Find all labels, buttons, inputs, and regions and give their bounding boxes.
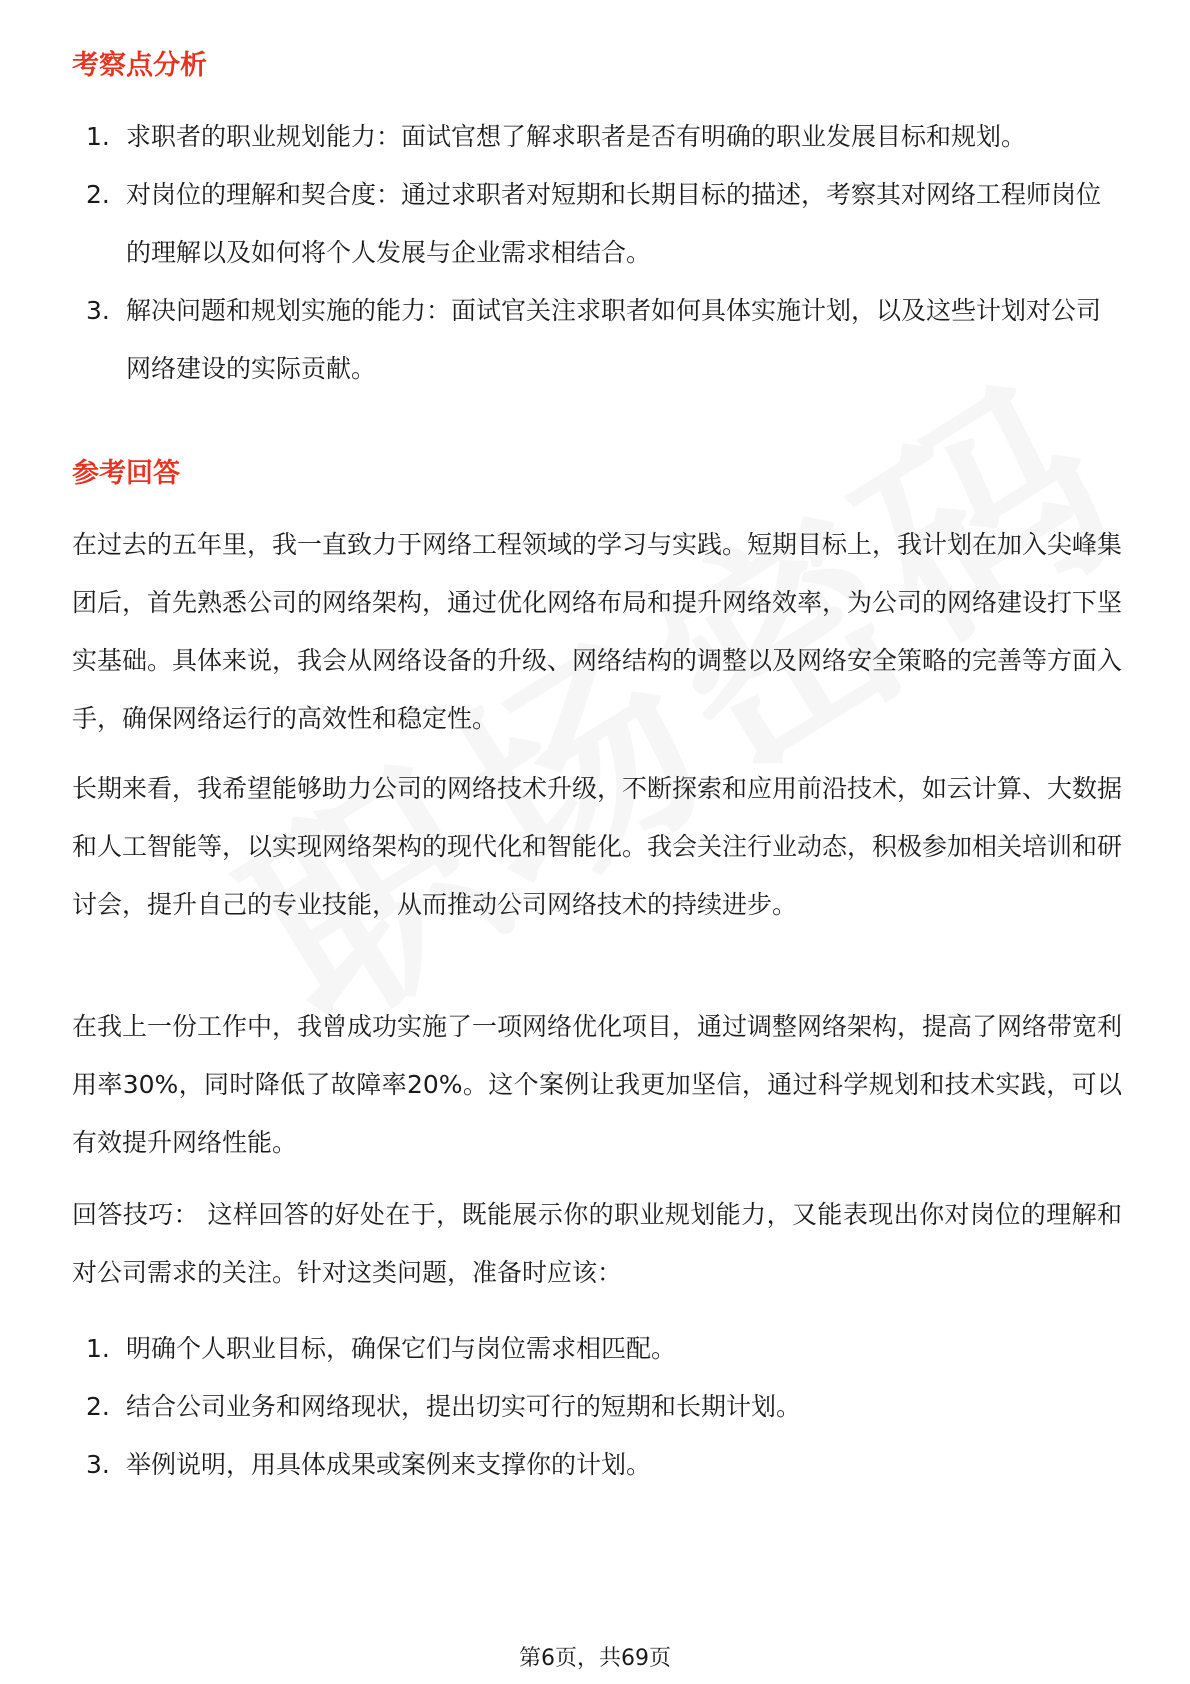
list-item-number: 3.: [86, 296, 110, 325]
list-item: [72, 1436, 1122, 1494]
list-item: [72, 282, 1122, 398]
list-item-number: 1.: [86, 122, 110, 151]
analysis-list: [72, 108, 1122, 398]
list-item-text: 举例说明，用具体成果或案例来支撑你的计划。: [126, 1450, 652, 1479]
page-number: 第6页，共69页: [519, 1646, 671, 1671]
list-item: [72, 166, 1122, 282]
analysis-title: 考察点分析: [72, 50, 207, 81]
list-item: [72, 108, 1122, 166]
list-item: [72, 1320, 1122, 1378]
answer-paragraph: 在我上一份工作中，我曾成功实施了一项网络优化项目，通过调整网络架构，提高了网络带宽利用率30%，同时降低了故障率20%。这个案例让我更加坚信，通过科学规划和技术实践，可以有效提升网络性能。: [72, 1012, 1123, 1157]
answer-paragraph: 长期来看，我希望能够助力公司的网络技术升级，不断探索和应用前沿技术，如云计算、大数据和人工智能等，以实现网络架构的现代化和智能化。我会关注行业动态，积极参加相关培训和研讨会，提升自己的专业技能，从而推动公司网络技术的持续进步。: [72, 774, 1123, 919]
answer-tips-paragraph: 回答技巧： 这样回答的好处在于，既能展示你的职业规划能力，又能表现出你对岗位的理解和对公司需求的关注。针对这类问题，准备时应该：: [72, 1200, 1122, 1287]
list-item: [72, 1378, 1122, 1436]
list-item-text: 解决问题和规划实施的能力：面试官关注求职者如何具体实施计划，以及这些计划对公司网络建设的实际贡献。: [126, 296, 1102, 383]
list-item-number: 3.: [86, 1450, 110, 1479]
list-item-text: 结合公司业务和网络现状，提出切实可行的短期和长期计划。: [126, 1392, 802, 1421]
answer-title: 参考回答: [72, 458, 180, 489]
list-item-number: 1.: [86, 1334, 110, 1363]
list-item-text: 求职者的职业规划能力：面试官想了解求职者是否有明确的职业发展目标和规划。: [126, 122, 1027, 151]
list-item-number: 2.: [86, 1392, 110, 1421]
list-item-text: 明确个人职业目标，确保它们与岗位需求相匹配。: [126, 1334, 677, 1363]
list-item-number: 2.: [86, 180, 110, 209]
list-item-text: 对岗位的理解和契合度：通过求职者对短期和长期目标的描述，考察其对网络工程师岗位的理解以及如何将个人发展与企业需求相结合。: [126, 180, 1102, 267]
answer-paragraph: 在过去的五年里，我一直致力于网络工程领域的学习与实践。短期目标上，我计划在加入尖峰集团后，首先熟悉公司的网络架构，通过优化网络布局和提升网络效率，为公司的网络建设打下坚实基础。具体来说，我会从网络设备的升级、网络结构的调整以及网络安全策略的完善等方面入手，确保网络运行的高效性和稳定性。: [72, 530, 1123, 733]
tips-list: [72, 1320, 1122, 1494]
